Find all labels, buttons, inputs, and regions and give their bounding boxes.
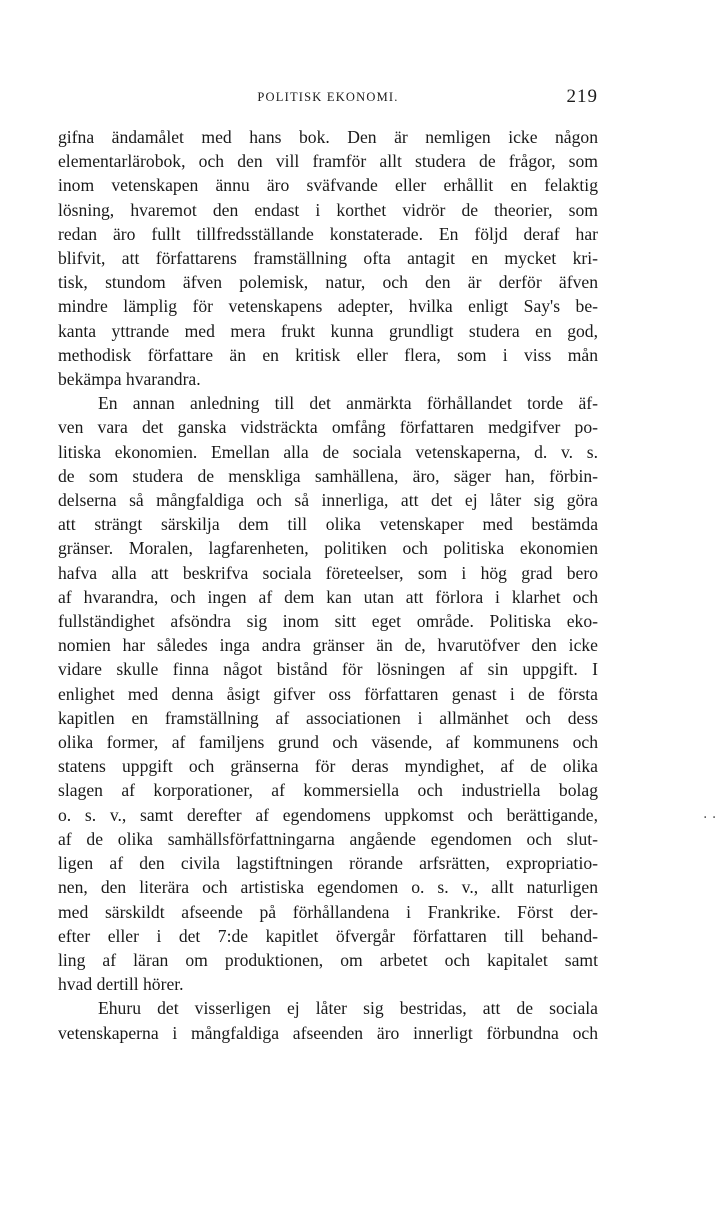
text-line: tisk, stundom äfven polemisk, natur, och den är derför äfven	[58, 272, 598, 293]
paragraph-2	[58, 391, 598, 996]
text-line: kapitlen en framställning af associationen i allmänhet och dess	[58, 707, 598, 728]
paragraph-3	[58, 996, 598, 1044]
margin-mark: · ·	[703, 810, 717, 826]
text-line: de som studera de menskliga samhällena, äro, säger han, förbin-	[58, 465, 598, 486]
text-line: med särskildt afseende på förhållandena i Frankrike. Först der-	[58, 901, 598, 922]
text-line: hvad dertill hörer.	[58, 974, 184, 995]
text-line: efter eller i det 7:de kapitlet öfvergår författaren till behand-	[58, 925, 598, 946]
text-line: enlighet med denna åsigt gifver oss författaren genast i de första	[58, 683, 598, 704]
page-header	[58, 86, 598, 112]
text-line: statens uppgift och gränserna för deras myndighet, af de olika	[58, 756, 598, 777]
text-line: ven vara det ganska vidsträckta omfång författaren medgifver po-	[58, 417, 598, 438]
text-line: bekämpa hvarandra.	[58, 369, 201, 390]
text-line: En annan anledning till det anmärkta förhållandet torde äf-	[98, 393, 598, 414]
text-line: blifvit, att författarens framställning ofta antagit en mycket kri-	[58, 248, 598, 269]
text-line: gifna ändamålet med hans bok. Den är nemligen icke någon	[58, 127, 598, 147]
text-line: att strängt särskilja dem till olika vetenskaper med bestämda	[58, 514, 598, 535]
text-line: litiska ekonomien. Emellan alla de sociala vetenskaperna, d. v. s.	[58, 441, 598, 462]
text-line: af hvarandra, och ingen af dem kan utan att förlora i klarhet och	[58, 586, 598, 607]
text-line: olika former, af familjens grund och väsende, af kommunens och	[58, 732, 598, 753]
paragraph-1	[58, 125, 598, 391]
text-line: elementarlärobok, och den vill framför allt studera de frågor, som	[58, 151, 598, 172]
text-line: af de olika samhällsförfattningarna angående egendomen och slut-	[58, 828, 598, 849]
body-text	[58, 125, 598, 1045]
text-line: ling af läran om produktionen, om arbetet och kapitalet samt	[58, 949, 598, 970]
text-line: fullständighet afsöndra sig inom sitt eget område. Politiska eko-	[58, 611, 598, 632]
text-line: nen, den literära och artistiska egendomen o. s. v., allt naturligen	[58, 877, 598, 898]
text-line: redan äro fullt tillfredsställande konstaterade. En följd deraf har	[58, 223, 598, 244]
text-line: nomien har således inga andra gränser än de, hvarutöfver den icke	[58, 635, 598, 656]
text-line: vidare skulle finna något bistånd för lösningen af sin uppgift. I	[58, 659, 598, 680]
text-line: ligen af den civila lagstiftningen rörande arfsrätten, expropriatio-	[58, 853, 598, 874]
text-line: lösning, hvaremot den endast i korthet vidrör de theorier, som	[58, 199, 598, 220]
text-line: Ehuru det visserligen ej låter sig bestridas, att de sociala	[98, 998, 598, 1019]
page-number: 219	[566, 86, 598, 107]
text-line: kanta yttrande med mera frukt kunna grundligt studera en god,	[58, 320, 598, 341]
text-line: hafva alla att beskrifva sociala företeelser, som i hög grad bero	[58, 562, 598, 583]
text-line: gränser. Moralen, lagfarenheten, politiken och politiska ekonomien	[58, 538, 598, 559]
text-line: mindre lämplig för vetenskapens adepter, hvilka enligt Say's be-	[58, 296, 598, 317]
text-line: delserna så mångfaldiga och så innerliga, att det ej låter sig göra	[58, 490, 598, 511]
text-line: inom vetenskapen ännu äro sväfvande eller erhållit en felaktig	[58, 175, 598, 196]
running-head: POLITISK EKONOMI.	[257, 90, 399, 104]
text-line: methodisk författare än en kritisk eller flera, som i viss mån	[58, 344, 598, 365]
text-line: slagen af korporationer, af kommersiella och industriella bolag	[58, 780, 598, 801]
text-line: o. s. v., samt derefter af egendomens uppkomst och berättigande,	[58, 804, 598, 825]
text-line: vetenskaperna i mångfaldiga afseenden äro innerligt förbundna och	[58, 1022, 598, 1043]
